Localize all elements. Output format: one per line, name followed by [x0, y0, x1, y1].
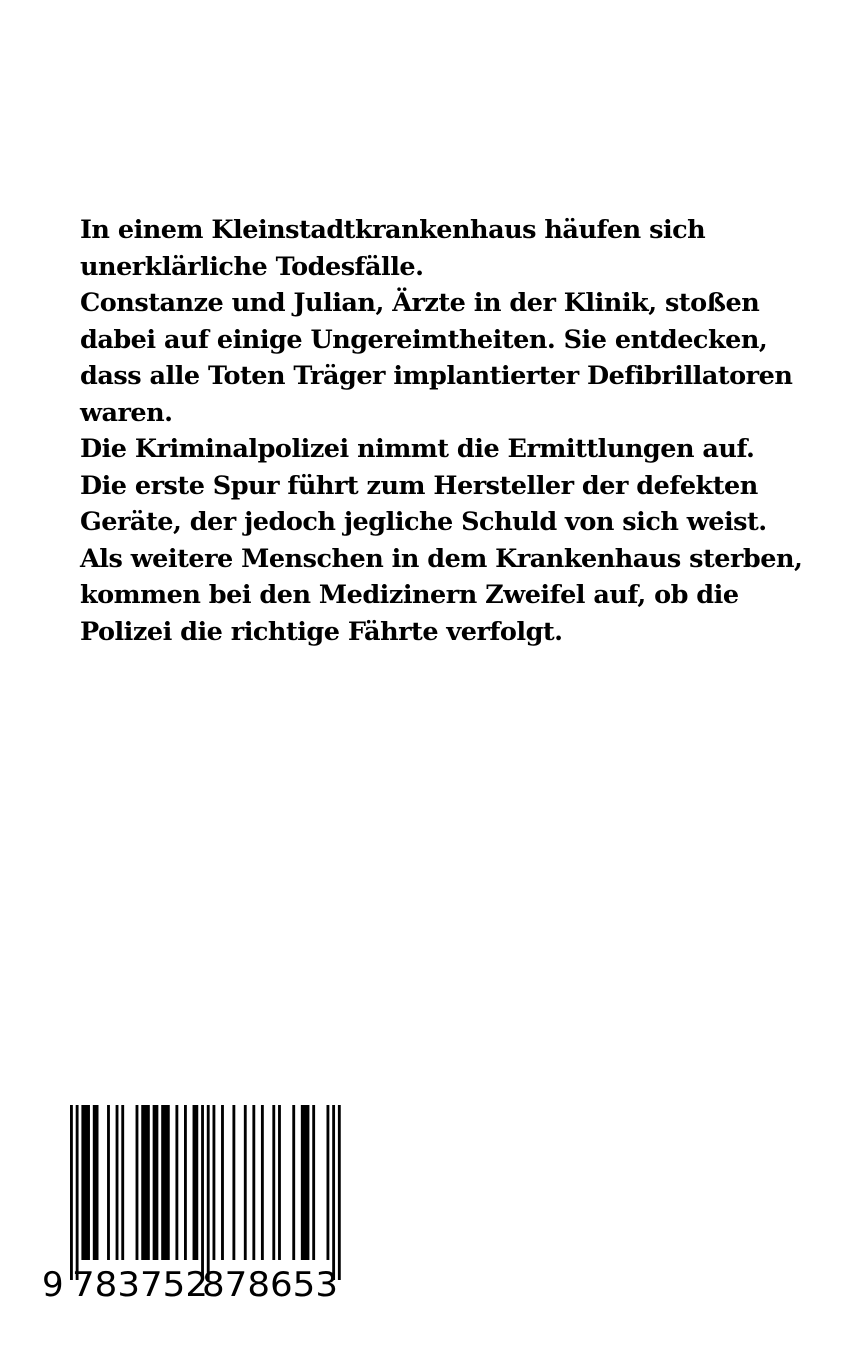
blurb-line: kommen bei den Medizinern Zweifel auf, ob die [80, 580, 739, 610]
barcode-bar [232, 1105, 235, 1260]
barcode-first-digit: 9 [42, 1265, 64, 1300]
barcode-bar [161, 1105, 170, 1260]
blurb-line: In einem Kleinstadtkrankenhaus häufen sich [80, 215, 706, 245]
barcode-bar [292, 1105, 295, 1260]
barcode-bar [272, 1105, 275, 1260]
barcode-bar [252, 1105, 255, 1260]
blurb-line: Die erste Spur führt zum Hersteller der defekten [80, 470, 758, 501]
barcode-guard-bar [207, 1105, 210, 1280]
barcode-guard-bar [76, 1105, 79, 1280]
blurb-line: dabei auf einige Ungereimtheiten. Sie entdecken, [80, 324, 768, 355]
barcode-bar [136, 1105, 139, 1260]
barcode-bar [278, 1105, 281, 1260]
barcode-guard-bar [338, 1105, 341, 1280]
blurb-line: Die Kriminalpolizei nimmt die Ermittlungen auf. [80, 434, 755, 464]
barcode-left-digits: 783752 [72, 1265, 208, 1300]
barcode-bar [193, 1105, 199, 1260]
blurb-line: Geräte, der jedoch jegliche Schuld von sich weist. [80, 507, 767, 537]
barcode-bar [213, 1105, 216, 1260]
barcode-guard-bar [201, 1105, 204, 1280]
blurb-line: Polizei die richtige Fährte verfolgt. [80, 616, 563, 647]
blurb-line: Als weitere Menschen in dem Krankenhaus sterben, [80, 543, 803, 574]
barcode-right-digits: 878653 [202, 1265, 338, 1300]
barcode-bar [184, 1105, 187, 1260]
barcode-bars [70, 1105, 341, 1280]
barcode-bar [121, 1105, 124, 1260]
barcode-bar [107, 1105, 110, 1260]
barcode-graphic [40, 1105, 350, 1300]
blurb-line: unerklärliche Todesfälle. [80, 251, 424, 282]
barcode-bar [221, 1105, 224, 1260]
isbn-barcode [40, 1105, 350, 1300]
barcode-bar [175, 1105, 178, 1260]
barcode-bar [153, 1105, 159, 1260]
barcode-bar [327, 1105, 330, 1260]
barcode-bar [244, 1105, 247, 1260]
barcode-bar [312, 1105, 315, 1260]
barcode-bar [81, 1105, 90, 1260]
blurb-line: dass alle Toten Träger implantierter Defibrillatoren [80, 361, 793, 391]
blurb-line: waren. [80, 397, 173, 428]
blurb-line: Constanze und Julian, Ärzte in der Klinik, stoßen [80, 288, 760, 318]
barcode-guard-bar [332, 1105, 335, 1280]
barcode-guard-bar [70, 1105, 73, 1280]
barcode-bar [116, 1105, 119, 1260]
blurb-text [80, 212, 820, 650]
barcode-bar [261, 1105, 264, 1260]
barcode-bar [301, 1105, 310, 1260]
barcode-digits [42, 1265, 338, 1300]
barcode-bar [141, 1105, 150, 1260]
barcode-bar [93, 1105, 99, 1260]
